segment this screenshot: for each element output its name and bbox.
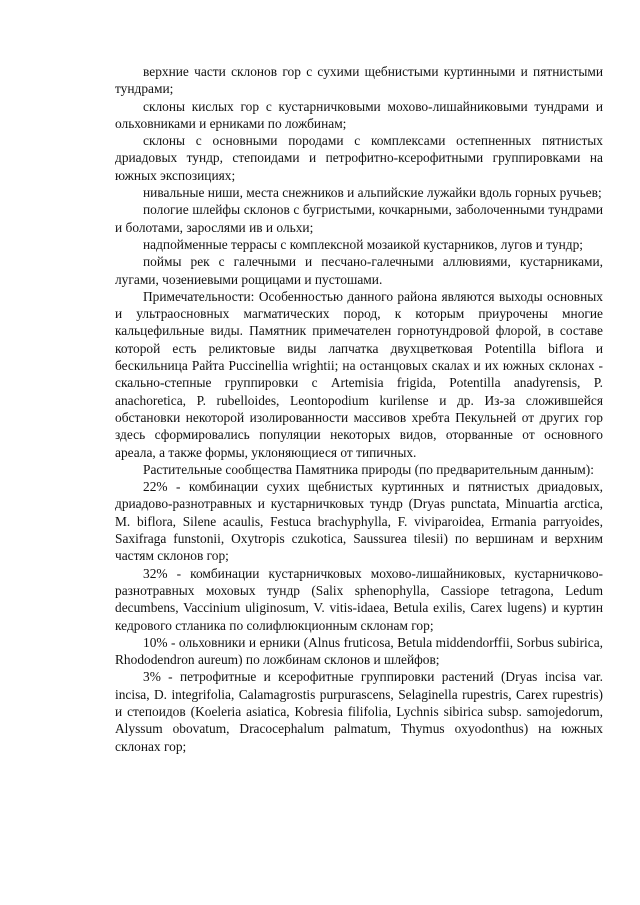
- paragraph-upper-slopes: верхние части склонов гор с сухими щебнистыми куртинными и пятнистыми тундрами;: [115, 64, 603, 97]
- paragraph-nival-niches: нивальные ниши, места снежников и альпийские лужайки вдоль горных ручьев;: [143, 185, 602, 201]
- paragraph-basic-slopes: склоны с основными породами с комплексами остепненных пятнистых дриадовых тундр, степоидами и петрофитно-ксерофитными группировками на южных экспозициях;: [115, 133, 603, 183]
- document-page: [115, 63, 603, 755]
- paragraph-10-percent: 10% - ольховники и ерники (Alnus fruticosa, Betula middendorffii, Sorbus subirica, Rhododendron aureum) по ложбинам склонов и шлейфов;: [115, 634, 603, 668]
- paragraph-3-percent: 3% - петрофитные и ксерофитные группировки растений (Dryas incisa var. incisa, D. integrifolia, Calamagrostis purpurascens, Selaginella rupestris, Carex rupestris) и степоидов (Koeleria asiatica, Kobresia filifolia, Lychnis sibirica subsp. samojedorum, Alyssum obovatum, Dracocephalum palmatum, Thymus oxyodonthus) на южных склонах гор;: [115, 669, 603, 754]
- paragraph-communities-intro: Растительные сообщества Памятника природы (по предварительным данным):: [143, 461, 594, 477]
- paragraph-22-percent: 22% - комбинации сухих щебнистых куртинных и пятнистых дриадовых, дриадово-разнотравных и кустарничковых тундр (Dryas punctata, Minuartia arctica, M. biflora, Silene acaulis, Festuca brachyphylla, F. viviparoidea, Ermania parryoides, Saxifraga funstonii, Oxytropis czukotica, Saussurea tilesii) по вершинам и верхним частям склонов гор;: [115, 479, 603, 564]
- paragraph-notable-features: Примечательности: Особенностью данного района являются выходы основных и ультраосновных магматических пород, к которым приурочены многие кальцефильные виды. Памятник примечателен горнотундровой флорой, в составе которой есть реликтовые виды лапчатка двухцветковая Potentilla biflora и бескильница Райта Puccinellia wrightii; на останцовых скалах и их южных склонах - скально-степные группировки с Artemisia frigida, Potentilla anadyrensis, P. anachoretica, P. rubelloides, Leontopodium kurilense и др. Из-за сложившейся обстановки некоторой изолированности массивов хребта Пекульней от других гор здесь сформировались популяции некоторых видов, оторванные от основного ареала, а также формы, уклоняющиеся от типичных.: [115, 288, 603, 460]
- paragraph-gentle-trains: пологие шлейфы склонов с бугристыми, кочкарными, заболоченными тундрами и болотами, зарослями ив и ольхи;: [115, 202, 603, 235]
- paragraph-acidic-slopes: склоны кислых гор с кустарничковыми мохово-лишайниковыми тундрами и ольховниками и ерниками по ложбинам;: [115, 98, 603, 131]
- paragraph-floodplains: поймы рек с галечными и песчано-галечными аллювиями, кустарниками, лугами, чозениевыми рощицами и пустошами.: [115, 254, 603, 287]
- paragraph-terraces: надпойменные террасы с комплексной мозаикой кустарников, лугов и тундр;: [143, 236, 583, 252]
- paragraph-32-percent: 32% - комбинации кустарничковых мохово-лишайниковых, кустарничково-разнотравных моховых тундр (Salix sphenophylla, Cassiope tetragona, Ledum decumbens, Vaccinium uliginosum, V. vitis-idaea, Betula exilis, Carex lugens) и куртин кедрового стланика по солифлюкционным склонам гор;: [115, 565, 603, 633]
